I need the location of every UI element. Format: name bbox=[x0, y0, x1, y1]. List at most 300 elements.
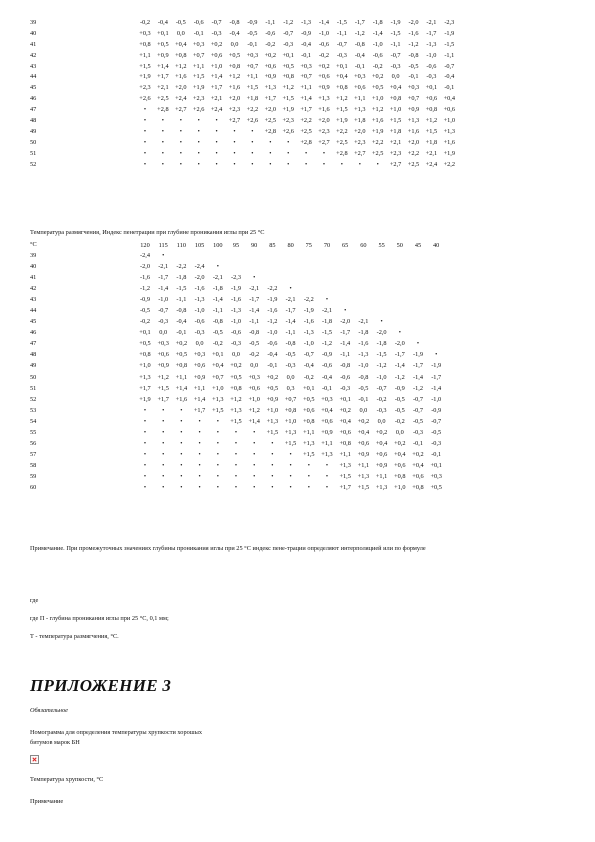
table-cell: -1,5 bbox=[376, 351, 387, 359]
table-cell: +0,7 bbox=[192, 51, 205, 59]
table-cell: • bbox=[180, 406, 183, 414]
table-cell: • bbox=[289, 285, 292, 293]
table-cell: +0,6 bbox=[318, 73, 330, 81]
table-cell: +1,4 bbox=[248, 417, 260, 425]
table-cell: -1,9 bbox=[431, 362, 442, 370]
table-cell: +1,5 bbox=[284, 439, 297, 447]
table-cell: -2,1 bbox=[158, 263, 169, 271]
table-cell: -1,6 bbox=[408, 29, 419, 37]
table-cell: -0,4 bbox=[444, 73, 455, 81]
table-cell: 0,0 bbox=[286, 373, 295, 381]
table-cell: +0,6 bbox=[357, 439, 370, 447]
table-cell: +0,8 bbox=[284, 406, 297, 414]
table-cell: • bbox=[180, 472, 183, 480]
table-cell: +2,7 bbox=[228, 117, 241, 125]
table-cell: • bbox=[197, 149, 200, 157]
table-cell: • bbox=[253, 428, 256, 436]
table-cell: +2,3 bbox=[282, 117, 294, 125]
table-cell: • bbox=[143, 483, 147, 491]
table-cell: +0,2 bbox=[375, 428, 388, 436]
table-row bbox=[30, 397, 590, 408]
table-cell: • bbox=[304, 160, 308, 168]
column-header: 85 bbox=[269, 242, 276, 249]
column-header: 65 bbox=[342, 242, 349, 249]
table-cell: -0,8 bbox=[354, 40, 365, 48]
row-temperature: 43 bbox=[30, 62, 37, 70]
table-cell: +2,2 bbox=[407, 149, 420, 157]
table-cell: -1,4 bbox=[285, 318, 296, 326]
table-cell: +1,4 bbox=[300, 95, 312, 103]
table-cell: +0,9 bbox=[321, 428, 333, 436]
table-cell: -1,1 bbox=[390, 40, 401, 48]
table-cell: -2,1 bbox=[426, 19, 437, 26]
table-cell: -0,1 bbox=[408, 73, 419, 81]
table-cell: -2,1 bbox=[249, 285, 260, 293]
column-header: 55 bbox=[378, 242, 385, 249]
table-cell: -1,1 bbox=[444, 51, 455, 59]
table-cell: • bbox=[216, 263, 219, 271]
table-cell: +0,5 bbox=[371, 84, 384, 92]
table-cell: +1,5 bbox=[230, 417, 242, 425]
table-cell: • bbox=[198, 483, 201, 491]
table-cell: +1,1 bbox=[375, 472, 388, 480]
table-cell: -0,8 bbox=[229, 19, 240, 26]
table-cell: +1,1 bbox=[246, 73, 259, 81]
table-cell: • bbox=[358, 160, 361, 168]
table-cell: +1,6 bbox=[443, 138, 456, 146]
table-cell: +0,1 bbox=[336, 62, 348, 70]
table-cell: • bbox=[307, 461, 310, 469]
table-cell: -0,9 bbox=[247, 19, 258, 26]
table-cell: +0,3 bbox=[139, 29, 151, 37]
table-cell: +1,1 bbox=[321, 439, 333, 447]
table-cell: -1,2 bbox=[267, 318, 278, 326]
table-cell: +1,8 bbox=[389, 127, 402, 135]
row-temperature: 56 bbox=[30, 439, 37, 447]
table-cell: +0,4 bbox=[175, 40, 187, 48]
table-cell: -0,4 bbox=[267, 351, 278, 359]
table-cell: 0,0 bbox=[391, 73, 400, 81]
table-cell: • bbox=[143, 117, 147, 125]
table-row bbox=[30, 463, 590, 474]
table-cell: -1,1 bbox=[340, 351, 351, 359]
table-cell: +2,2 bbox=[371, 138, 384, 146]
table-cell: -0,6 bbox=[231, 329, 241, 337]
table-cell: • bbox=[322, 149, 326, 157]
table-cell: +2,5 bbox=[157, 95, 169, 103]
table-cell: +0,1 bbox=[212, 351, 224, 359]
table-cell: • bbox=[179, 117, 182, 125]
table-cell: -1,2 bbox=[408, 40, 419, 48]
table-cell: +2,1 bbox=[425, 149, 438, 157]
table-cell: -1,5 bbox=[390, 29, 401, 37]
table-cell: +0,3 bbox=[321, 395, 333, 403]
table-cell: • bbox=[322, 160, 326, 168]
table-cell: • bbox=[215, 149, 218, 157]
table-cell: +1,7 bbox=[157, 73, 169, 81]
table-cell: -0,6 bbox=[322, 362, 332, 370]
row-temperature: 40 bbox=[30, 263, 37, 271]
table-cell: -0,5 bbox=[249, 340, 260, 348]
table-cell: -1,4 bbox=[319, 19, 329, 26]
column-header: 105 bbox=[194, 242, 205, 249]
table-cell: +2,5 bbox=[264, 117, 277, 125]
table-cell: +2,2 bbox=[246, 106, 259, 114]
table-cell: -2,1 bbox=[322, 307, 332, 315]
table-cell: +2,6 bbox=[192, 106, 205, 114]
table-cell: -0,7 bbox=[413, 395, 423, 403]
table-cell: -0,5 bbox=[431, 428, 442, 436]
table-cell: • bbox=[251, 127, 254, 135]
row-temperature: 41 bbox=[30, 40, 37, 48]
table-cell: +1,2 bbox=[248, 406, 260, 414]
table-row bbox=[30, 485, 590, 496]
table-cell: -0,1 bbox=[431, 450, 442, 458]
table-cell: -1,5 bbox=[322, 329, 332, 337]
table-cell: +0,6 bbox=[375, 450, 388, 458]
row-temperature: 45 bbox=[30, 318, 37, 326]
column-header: 45 bbox=[414, 242, 422, 249]
table-cell: • bbox=[233, 149, 236, 157]
table2-unit: °С bbox=[30, 241, 37, 248]
table-cell: +0,4 bbox=[212, 362, 224, 370]
table-cell: +0,8 bbox=[282, 73, 294, 81]
table-cell: +1,0 bbox=[266, 406, 279, 414]
appendix-subtitle: Обязательное bbox=[30, 707, 68, 714]
table-cell: +0,2 bbox=[339, 406, 351, 414]
table-cell: -0,2 bbox=[140, 19, 150, 26]
table-cell: +0,8 bbox=[339, 439, 351, 447]
table-cell: -0,3 bbox=[336, 51, 347, 59]
broken-image-icon bbox=[30, 755, 39, 764]
table-cell: +0,3 bbox=[193, 351, 206, 359]
table-cell: +1,2 bbox=[371, 106, 384, 114]
table-cell: • bbox=[161, 117, 164, 125]
table-cell: +0,1 bbox=[425, 84, 438, 92]
table-cell: • bbox=[233, 127, 236, 135]
table-row bbox=[30, 375, 590, 386]
table-cell: 0,0 bbox=[359, 406, 368, 414]
table-cell: • bbox=[162, 417, 165, 425]
table-cell: +1,7 bbox=[339, 483, 351, 491]
table-cell: -0,3 bbox=[413, 428, 423, 436]
table-cell: -2,4 bbox=[194, 263, 205, 271]
column-header: 75 bbox=[305, 242, 312, 249]
table-cell: -0,5 bbox=[394, 406, 405, 414]
table-cell: +2,4 bbox=[425, 160, 438, 168]
row-temperature: 44 bbox=[30, 73, 37, 81]
table-cell: • bbox=[161, 127, 164, 135]
table-cell: • bbox=[162, 428, 165, 436]
table-cell: • bbox=[216, 461, 219, 469]
table-cell: -0,6 bbox=[193, 19, 204, 26]
table-cell: +0,2 bbox=[175, 340, 188, 348]
table-cell: +0,3 bbox=[430, 472, 442, 480]
table-cell: +1,9 bbox=[336, 117, 348, 125]
table-cell: +1,5 bbox=[157, 384, 169, 392]
table-cell: +1,3 bbox=[318, 95, 330, 103]
column-header: 60 bbox=[360, 242, 367, 249]
table-cell: +0,6 bbox=[264, 62, 277, 70]
table-cell: +2,3 bbox=[318, 127, 330, 135]
table-cell: • bbox=[143, 417, 147, 425]
table-cell: • bbox=[304, 149, 308, 157]
table-cell: +1,1 bbox=[175, 373, 188, 381]
table-cell: • bbox=[271, 472, 274, 480]
table-cell: +2,1 bbox=[157, 84, 169, 92]
table-cell: +1,1 bbox=[193, 384, 206, 392]
table-cell: • bbox=[143, 472, 147, 480]
table-cell: • bbox=[325, 483, 329, 491]
table-cell: +1,4 bbox=[210, 73, 223, 81]
table-cell: +2,3 bbox=[389, 149, 402, 157]
penetration-index-table bbox=[30, 253, 590, 496]
table-cell: -0,5 bbox=[285, 351, 296, 359]
table-cell: +1,7 bbox=[193, 406, 206, 414]
table-cell: 0,0 bbox=[250, 362, 259, 370]
table-cell: • bbox=[179, 138, 182, 146]
table-cell: -0,2 bbox=[249, 351, 260, 359]
row-temperature: 54 bbox=[30, 417, 37, 425]
table-cell: • bbox=[180, 439, 183, 447]
table-cell: -2,2 bbox=[176, 263, 187, 271]
table-cell: -1,8 bbox=[176, 274, 187, 282]
table-cell: • bbox=[162, 252, 165, 259]
column-header: 115 bbox=[158, 242, 168, 249]
table-cell: -1,6 bbox=[194, 285, 205, 293]
table-cell: -1,3 bbox=[358, 351, 369, 359]
table-cell: +0,6 bbox=[394, 461, 406, 469]
table-cell: -0,4 bbox=[157, 19, 168, 26]
table-cell: +2,5 bbox=[407, 160, 420, 168]
table-cell: -0,4 bbox=[354, 51, 365, 59]
table-cell: +0,6 bbox=[443, 106, 456, 114]
table-cell: • bbox=[325, 296, 329, 304]
table-row bbox=[30, 162, 590, 173]
table-cell: • bbox=[216, 417, 219, 425]
table-cell: +1,9 bbox=[371, 127, 384, 135]
table-cell: +0,8 bbox=[394, 472, 406, 480]
table-cell: -1,6 bbox=[140, 274, 150, 282]
table-cell: • bbox=[253, 450, 256, 458]
table-cell: +2,5 bbox=[336, 138, 348, 146]
table-cell: +1,3 bbox=[264, 84, 277, 92]
table-cell: +0,8 bbox=[336, 84, 348, 92]
table-cell: • bbox=[289, 483, 292, 491]
table-cell: +1,5 bbox=[139, 62, 151, 70]
table-cell: +2,5 bbox=[300, 127, 312, 135]
table-cell: -0,3 bbox=[426, 73, 437, 81]
table-cell: +1,5 bbox=[425, 127, 438, 135]
table-cell: +1,5 bbox=[303, 450, 315, 458]
table-cell: +0,2 bbox=[371, 73, 384, 81]
table-cell: • bbox=[198, 417, 201, 425]
table-cell: • bbox=[271, 461, 274, 469]
table-cell: • bbox=[233, 160, 236, 168]
table-cell: +2,8 bbox=[157, 106, 169, 114]
table-cell: • bbox=[380, 318, 383, 326]
table-cell: +1,2 bbox=[282, 84, 294, 92]
table-cell: +0,4 bbox=[357, 428, 370, 436]
table-cell: -2,1 bbox=[285, 296, 296, 304]
table-cell: • bbox=[162, 450, 165, 458]
table-cell: • bbox=[143, 450, 147, 458]
table-cell: +0,3 bbox=[248, 373, 260, 381]
table-cell: -0,2 bbox=[394, 417, 405, 425]
table-cell: • bbox=[197, 160, 200, 168]
table-cell: • bbox=[161, 149, 164, 157]
table-cell: +2,6 bbox=[246, 117, 259, 125]
table-cell: 0,0 bbox=[232, 351, 240, 359]
table-cell: +0,2 bbox=[318, 62, 330, 70]
table-cell: +0,7 bbox=[300, 73, 312, 81]
table-cell: +0,5 bbox=[266, 384, 279, 392]
table-cell: • bbox=[215, 117, 218, 125]
table-cell: +1,0 bbox=[248, 395, 260, 403]
table-cell: -1,8 bbox=[372, 19, 383, 26]
nomogram-title-line-2: битумов марок БН bbox=[30, 739, 80, 746]
table-cell: -1,7 bbox=[413, 362, 423, 370]
table-cell: +0,4 bbox=[412, 461, 424, 469]
table-cell: • bbox=[271, 439, 274, 447]
table-cell: +0,4 bbox=[336, 73, 348, 81]
table-cell: -0,7 bbox=[444, 62, 455, 70]
table-cell: +0,6 bbox=[425, 95, 438, 103]
formula-where-label: где bbox=[30, 597, 39, 604]
table-cell: +0,3 bbox=[157, 340, 169, 348]
table-cell: -2,0 bbox=[194, 274, 205, 282]
table-cell: +1,5 bbox=[212, 406, 224, 414]
table-cell: -1,2 bbox=[322, 340, 332, 348]
table-cell: +0,8 bbox=[175, 51, 187, 59]
row-temperature: 47 bbox=[30, 340, 37, 348]
table-cell: • bbox=[233, 138, 236, 146]
table-cell: +2,2 bbox=[336, 127, 348, 135]
row-temperature: 49 bbox=[30, 127, 37, 135]
table-cell: -1,1 bbox=[336, 29, 347, 37]
column-header: 80 bbox=[287, 242, 294, 249]
table-cell: -1,4 bbox=[431, 384, 442, 392]
table-cell: +0,6 bbox=[354, 84, 366, 92]
table-cell: +0,8 bbox=[175, 362, 188, 370]
table-cell: -2,3 bbox=[444, 19, 455, 26]
table-row bbox=[30, 140, 590, 151]
table-row bbox=[30, 275, 590, 286]
table-row bbox=[30, 386, 590, 397]
table-cell: -1,5 bbox=[176, 285, 187, 293]
table-cell: -0,1 bbox=[193, 29, 204, 37]
table-cell: • bbox=[198, 461, 201, 469]
table-cell: +0,9 bbox=[264, 73, 277, 81]
table-cell: -0,5 bbox=[394, 395, 405, 403]
table-cell: • bbox=[234, 439, 238, 447]
table-cell: +0,9 bbox=[375, 461, 388, 469]
row-temperature: 58 bbox=[30, 461, 37, 469]
brittleness-temperature-label: Температура хрупкости, °С bbox=[30, 776, 104, 783]
table-cell: +1,3 bbox=[139, 373, 151, 381]
table-cell: • bbox=[198, 472, 201, 480]
table-cell: -1,0 bbox=[267, 329, 278, 337]
table-cell: +1,1 bbox=[303, 428, 315, 436]
table-cell: -0,6 bbox=[267, 340, 278, 348]
table-cell: +2,0 bbox=[318, 117, 330, 125]
column-header: 40 bbox=[433, 242, 440, 249]
table-cell: -1,9 bbox=[390, 19, 401, 26]
table-cell: • bbox=[325, 461, 329, 469]
table-cell: -0,3 bbox=[194, 329, 205, 337]
table-cell: • bbox=[416, 340, 420, 348]
table-cell: • bbox=[143, 461, 147, 469]
table-cell: +2,0 bbox=[407, 138, 420, 146]
table-cell: -1,0 bbox=[194, 307, 205, 315]
table-cell: • bbox=[143, 127, 147, 135]
table-cell: +0,2 bbox=[230, 362, 242, 370]
row-temperature: 55 bbox=[30, 428, 37, 436]
table-cell: -1,4 bbox=[249, 307, 260, 315]
table-cell: -0,2 bbox=[376, 395, 387, 403]
table-cell: -0,7 bbox=[211, 19, 222, 26]
table-cell: -0,7 bbox=[413, 406, 423, 414]
column-header: 95 bbox=[232, 242, 240, 249]
table-cell: +0,6 bbox=[303, 406, 315, 414]
row-temperature: 42 bbox=[30, 285, 37, 293]
table-cell: • bbox=[271, 483, 274, 491]
table-cell: -0,8 bbox=[176, 307, 187, 315]
table-cell: +2,6 bbox=[139, 95, 151, 103]
table-cell: -0,5 bbox=[408, 62, 419, 70]
table-cell: +0,6 bbox=[157, 351, 169, 359]
table-cell: +0,5 bbox=[430, 483, 442, 491]
table-cell: +1,5 bbox=[282, 95, 294, 103]
table-cell: +1,9 bbox=[139, 395, 151, 403]
table-cell: • bbox=[143, 160, 147, 168]
table-cell: -1,8 bbox=[358, 329, 369, 337]
column-header: 50 bbox=[396, 242, 403, 249]
table-cell: • bbox=[253, 439, 256, 447]
table-cell: -0,1 bbox=[413, 439, 423, 447]
table-cell: -0,2 bbox=[372, 62, 383, 70]
table-cell: -1,8 bbox=[322, 318, 332, 326]
table-cell: +1,8 bbox=[354, 117, 366, 125]
table-cell: -1,0 bbox=[231, 318, 241, 326]
row-temperature: 46 bbox=[30, 95, 37, 103]
table-cell: -0,4 bbox=[322, 373, 332, 381]
table-cell: -1,7 bbox=[431, 373, 442, 381]
table-cell: -1,2 bbox=[394, 373, 405, 381]
table-cell: 0,0 bbox=[395, 428, 404, 436]
table-row bbox=[30, 452, 590, 463]
table-row bbox=[30, 363, 590, 374]
table-cell: 0,0 bbox=[230, 40, 239, 48]
table-cell: +0,9 bbox=[318, 84, 330, 92]
table-cell: • bbox=[376, 160, 379, 168]
table-cell: • bbox=[179, 149, 182, 157]
table-note: Примечание. При промежуточных значениях глубины проникания иглы при 25 °С индекс пене-трации определяют интерполяцией или по формуле bbox=[30, 545, 426, 552]
table-cell: -0,5 bbox=[413, 417, 423, 425]
table-cell: +0,9 bbox=[157, 51, 169, 59]
table-cell: • bbox=[180, 483, 183, 491]
table-cell: +2,3 bbox=[139, 84, 151, 92]
table-cell: -1,2 bbox=[354, 29, 365, 37]
table-cell: -1,7 bbox=[354, 19, 365, 26]
table-cell: +0,5 bbox=[139, 340, 151, 348]
table-cell: +1,1 bbox=[300, 84, 312, 92]
table-cell: -1,6 bbox=[267, 307, 278, 315]
table-cell: • bbox=[435, 351, 438, 359]
formula-variable-t: Т - температура размягчения, °С. bbox=[30, 633, 119, 640]
table-cell: +2,7 bbox=[175, 106, 187, 114]
table-cell: • bbox=[180, 417, 183, 425]
